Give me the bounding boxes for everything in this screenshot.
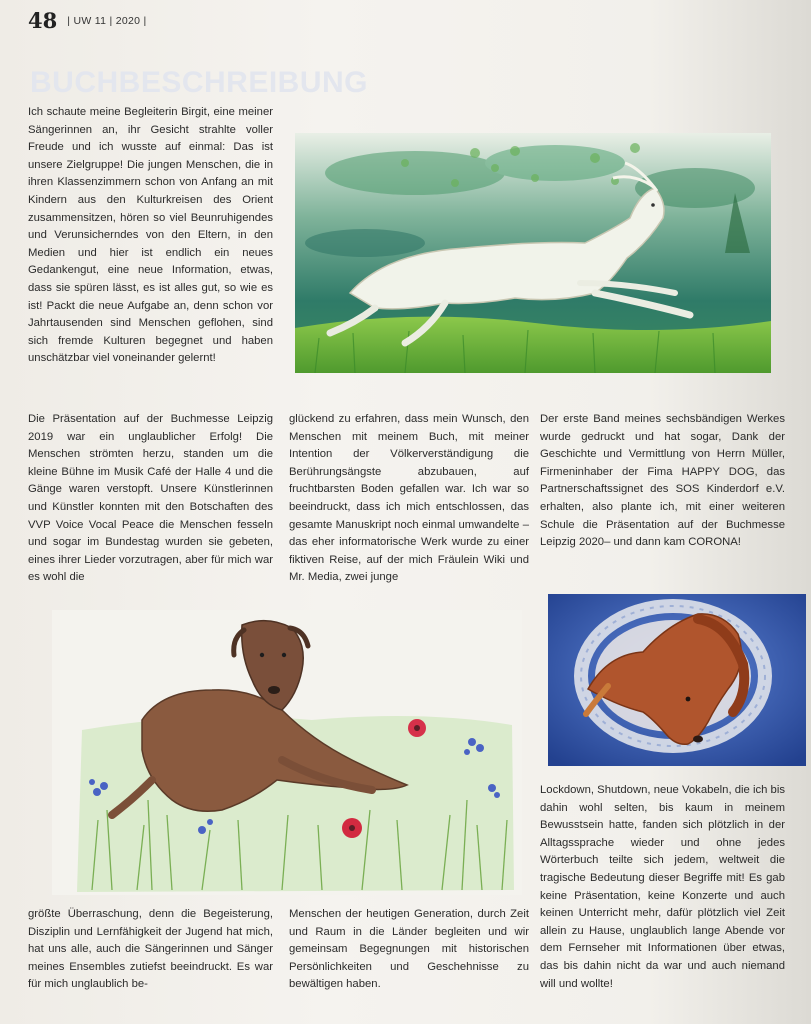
illustration-lying-wolfhound <box>52 610 522 895</box>
col2-paragraph-2: Menschen der heutigen Generation, durch Zeit und Raum in die Länder begleiten und wir gemeinsam Begegnungen mit historischen Persönlichkeiten und Geschehnisse zu bewältigen haben. <box>289 908 529 991</box>
col1-paragraph-1: Ich schaute meine Begleiterin Birgit, eine meiner Sängerinnen an, ihr Gesicht strahlte voller Freude und ich wusste auf einmal: Das ist unsere Zielgruppe! Die jungen Menschen, die in ihren Klassenzimmern schon von Anfang an mit Kindern aus den Kulturkreisen des Orient zusammensitzen, hören so viel Beunruhigendes und Verunsicherndes von den Eltern, in den Medien und hier ist endlich ein neues Gedankengut, eine neue Information, etwas, dass sie spüren lässt, es ist alles gut, so wie es ist! Packt die neue Aufgabe an, denn schon vor Jahrtausenden sind Menschen geflohen, sind sich fremde Kulturen begegnet und haben unschätzbar viel voneinander gelernt! <box>28 106 273 365</box>
col2-paragraph-1: glückend zu erfahren, dass mein Wunsch, den Menschen mit meinem Buch, mit meiner Intention der Völkerverständigung die Berührungsängste abzubauen, auf fruchtbarsten Boden gefallen war. Ich war so beeindruckt, dass ich mich entschlossen, das gesamte Manuskript noch einmal umwandelte – das eher informatorische Werk wurde zu einer fiktiven Reise, auf der mich Fräulein Wiki und Mr. Media, zwei junge <box>289 413 529 584</box>
illustration-saluki-portrait <box>548 594 806 766</box>
col3-paragraph-1: Der erste Band meines sechsbändigen Werkes wurde gedruckt und hat sogar, Dank der Geschichte und Vermittlung von Herrn Müller, Firmeninhaber der Fima HAPPY DOG, das Partnerschaftssignet des SOS Kinderdorf e.V. erhalten, also plante ich, mit einer weiteren Schule die Präsentation auf der Buchmesse Leipzig 2020– und dann kam CORONA! <box>540 413 785 549</box>
col3-paragraph-2: Lockdown, Shutdown, neue Vokabeln, die ich bis dahin wohl selten, bis kaum in meinem Bewusstsein hatte, fanden sich plötzlich in der Alltagssprache wieder und ohne jedes Wörterbuch teilte sich jedem, weltweit die tragische Bedeutung dieser Begriffe mit! Es gab keine Präsentation, keine Konzerte und auch keinen Unterricht mehr, dafür plötzlich viel Zeit allein zu Hause, unglaublich lange Abende vor dem Fernseher mit Informationen über etwas, das bis dahin nicht da war und auch niemand will und wollte! <box>540 784 785 990</box>
col1-paragraph-2: Die Präsentation auf der Buchmesse Leipzig 2019 war ein unglaublicher Erfolg! Die Menschen strömten herzu, standen um die kleine Bühne im Musik Café der Halle 4 und die Gänge waren verstopft. Unsere Künstlerinnen und Künstler konnten mit den Botschaften des VVP Voice Vocal Peace die Menschen fesseln und sogar im Bundestag wurden sie gebeten, eines ihrer Lieder vorzutragen, aber für mich war es wohl die <box>28 413 273 584</box>
col1-paragraph-3: größte Überraschung, denn die Begeisterung, Disziplin und Lernfähigkeit der Jugend hat mich, hat uns alle, auch die Sängerinnen und Sänger meines Ensembles zutiefst beeindruckt. Es war für mich unglaublich be- <box>28 908 273 991</box>
section-title: BUCHBESCHREIBUNG <box>30 66 369 99</box>
page-number: 48 <box>28 8 58 33</box>
page-header <box>28 8 147 33</box>
issue-info: | UW 11 | 2020 | <box>67 14 147 27</box>
illustration-running-greyhound <box>295 133 771 373</box>
